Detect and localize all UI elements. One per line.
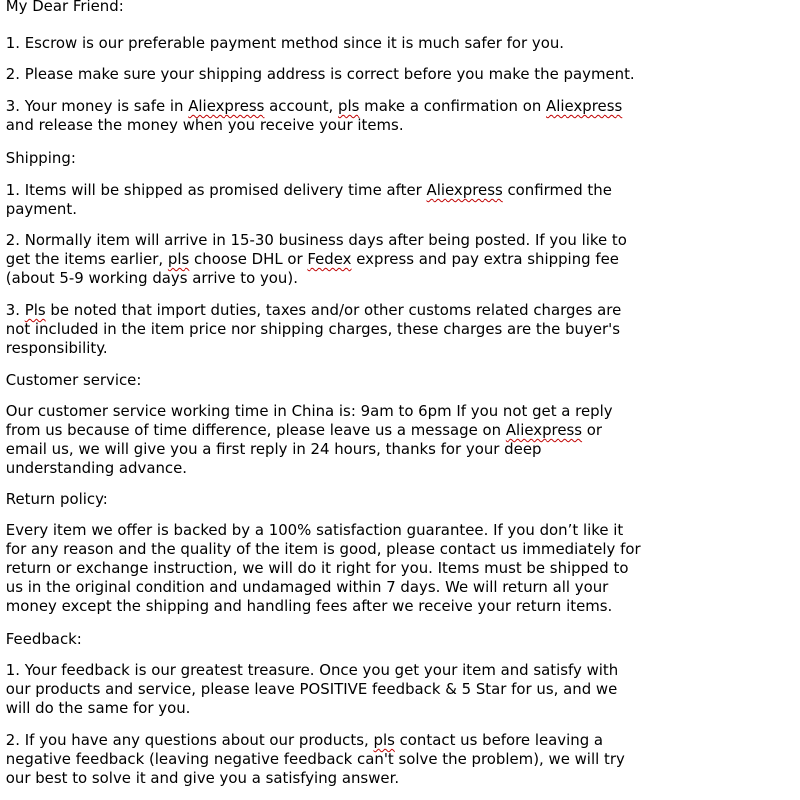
feedback-item-2 <box>6 731 776 788</box>
shipping-item-2 <box>6 231 776 288</box>
customer-service-heading: Customer service: <box>5 371 142 389</box>
customer-service-text <box>6 402 776 478</box>
return-policy-text <box>6 521 776 616</box>
shipping-item-1 <box>6 181 776 219</box>
feedback-item-2-line-2: negative feedback (leaving negative feedback can't solve the problem), we will try <box>5 750 625 768</box>
payment-note-3-line-1: 3. Your money is safe in Aliexpress account, pls make a confirmation on Aliexpress <box>5 97 623 115</box>
customer-service-line-1: Our customer service working time in China is: 9am to 6pm If you not get a reply <box>5 402 613 420</box>
feedback-item-2-line-1: 2. If you have any questions about our products, pls contact us before leaving a <box>5 731 604 749</box>
shipping-heading: Shipping: <box>5 149 76 167</box>
return-policy-line-5: money except the shipping and handling fees after we receive your return items. <box>5 597 613 615</box>
payment-note-2-line-1: 2. Please make sure your shipping address is correct before you make the payment. <box>5 65 635 83</box>
feedback-item-1-line-3: will do the same for you. <box>5 699 191 717</box>
payment-note-3-line-2: and release the money when you receive your items. <box>5 116 404 134</box>
shipping-item-2-line-3: (about 5-9 working days arrive to you). <box>5 269 298 287</box>
return-policy-line-4: us in the original condition and undamaged within 7 days. We will return all your <box>5 578 609 596</box>
return-policy-line-1: Every item we offer is backed by a 100% satisfaction guarantee. If you don’t like it <box>5 521 624 539</box>
feedback-item-1-line-2: our products and service, please leave POSITIVE feedback & 5 Star for us, and we <box>5 680 618 698</box>
feedback-item-1-line-1: 1. Your feedback is our greatest treasure. Once you get your item and satisfy with <box>5 661 619 679</box>
feedback-item-1 <box>6 661 776 718</box>
customer-service-line-4: understanding advance. <box>5 459 188 477</box>
feedback-heading: Feedback: <box>5 630 82 648</box>
shipping-item-3 <box>6 301 776 358</box>
return-policy-heading: Return policy: <box>5 490 108 508</box>
payment-note-1 <box>6 34 776 53</box>
shipping-item-1-line-1: 1. Items will be shipped as promised delivery time after Aliexpress confirmed the <box>5 181 612 199</box>
greeting: My Dear Friend: <box>5 0 124 15</box>
return-policy-line-2: for any reason and the quality of the item is good, please contact us immediately for <box>5 540 641 558</box>
payment-note-2 <box>6 65 776 84</box>
return-policy-line-3: return or exchange instruction, we will do it right for you. Items must be shipped to <box>5 559 629 577</box>
shipping-item-3-line-1: 3. Pls be noted that import duties, taxes and/or other customs related charges are <box>5 301 622 319</box>
shipping-item-3-line-2: not included in the item price nor shipping charges, these charges are the buyer's <box>5 320 620 338</box>
shipping-item-3-line-3: responsibility. <box>5 339 108 357</box>
payment-note-3 <box>6 97 776 135</box>
customer-service-line-2: from us because of time difference, please leave us a message on Aliexpress or <box>5 421 603 439</box>
shipping-item-2-line-1: 2. Normally item will arrive in 15-30 business days after being posted. If you like to <box>5 231 627 249</box>
shipping-item-2-line-2: get the items earlier, pls choose DHL or Fedex express and pay extra shipping fee <box>5 250 619 268</box>
feedback-item-2-line-3: our best to solve it and give you a satisfying answer. <box>5 769 400 787</box>
payment-note-1-line-1: 1. Escrow is our preferable payment method since it is much safer for you. <box>5 34 565 52</box>
shipping-item-1-line-2: payment. <box>5 200 77 218</box>
customer-service-line-3: email us, we will give you a first reply in 24 hours, thanks for your deep <box>5 440 542 458</box>
